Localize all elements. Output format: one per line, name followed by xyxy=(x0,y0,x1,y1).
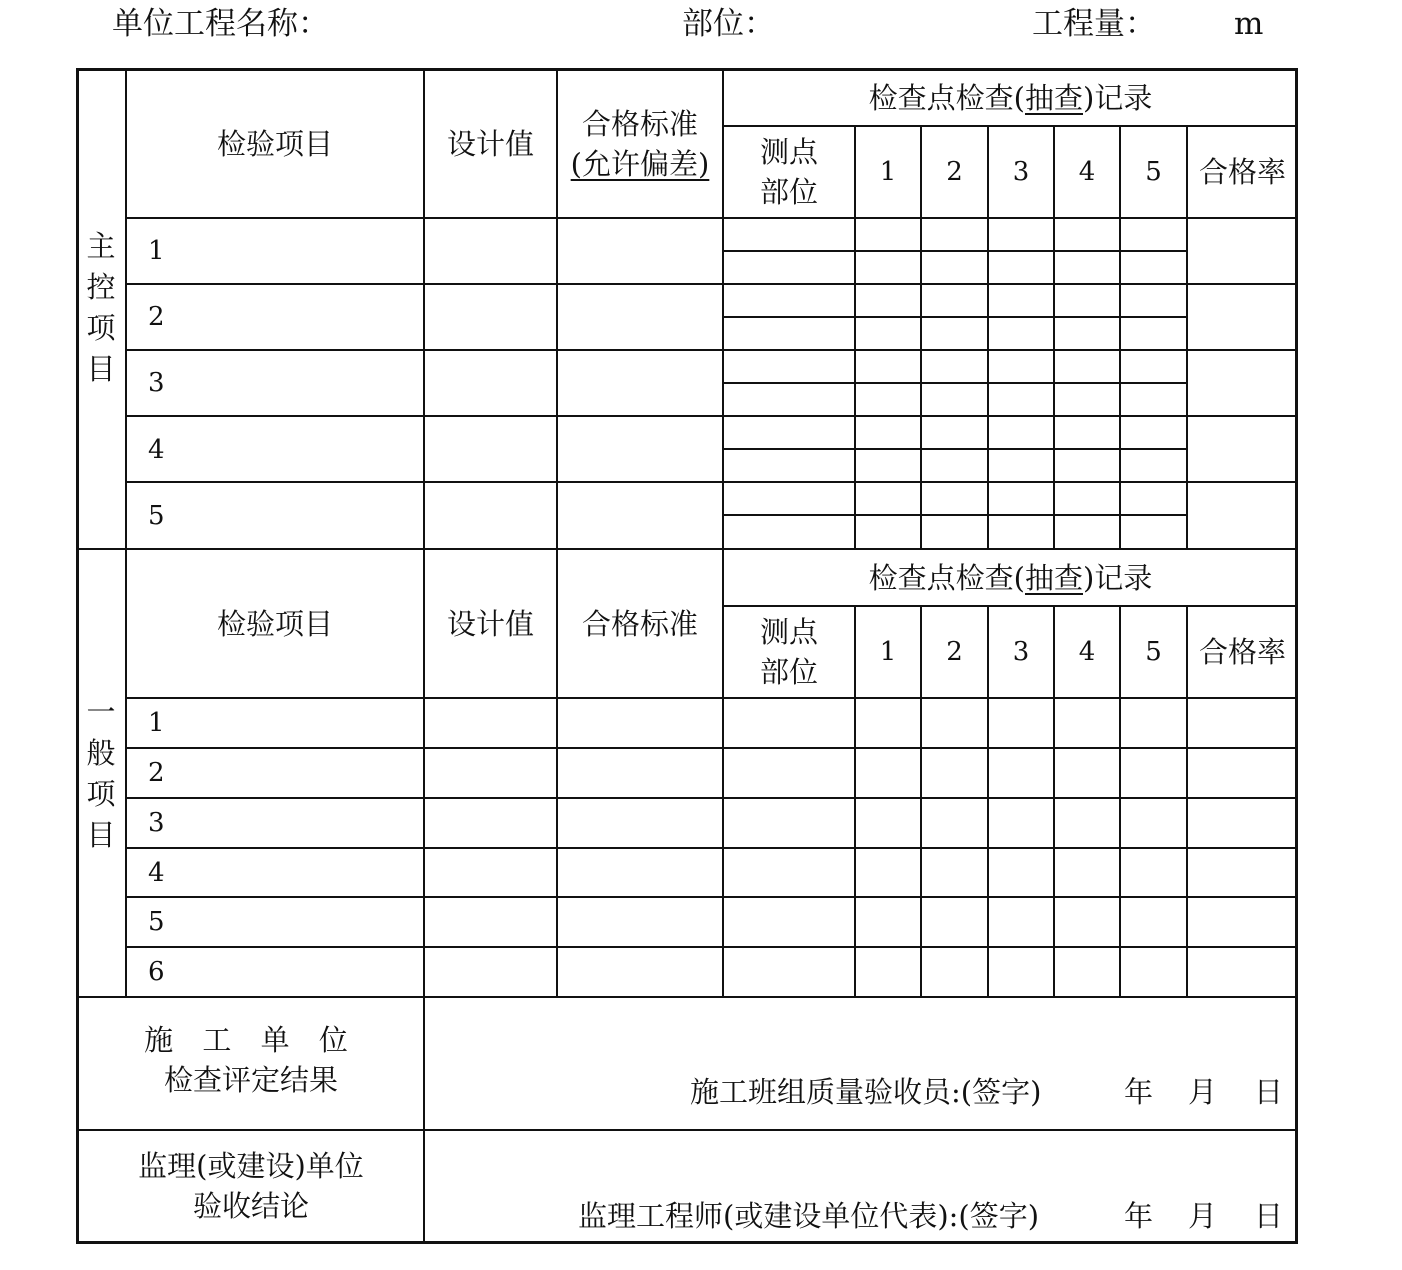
general-record-underlined: 抽查 xyxy=(1024,561,1083,595)
supervision-conclusion-label-line2: 验收结论 xyxy=(192,1189,309,1223)
quantity-label: 工程量： xyxy=(1032,6,1156,42)
main-col-point-line2: 部位 xyxy=(759,175,818,209)
general-section-title-char: 项 xyxy=(86,777,116,811)
grid-line xyxy=(126,847,1298,849)
main-col-item: 检验项目 xyxy=(216,127,333,161)
main-point-number: 5 xyxy=(1145,157,1162,187)
construction-month: 月 xyxy=(1188,1075,1218,1109)
grid-line xyxy=(723,316,1187,318)
general-row-number: 5 xyxy=(148,907,165,937)
main-section-title xyxy=(76,226,126,390)
construction-result-label-line1: 施 工 单 位 xyxy=(144,1023,358,1057)
supervision-year: 年 xyxy=(1124,1199,1154,1233)
main-row-number: 4 xyxy=(148,435,165,465)
general-col-standard: 合格标准 xyxy=(581,607,698,641)
supervision-day: 日 xyxy=(1254,1199,1284,1233)
construction-result-label xyxy=(78,1000,424,1130)
grid-line xyxy=(126,747,1298,749)
main-row-number: 3 xyxy=(148,368,165,398)
unit-project-label: 单位工程名称： xyxy=(112,6,329,42)
general-col-rate: 合格率 xyxy=(1198,635,1286,669)
general-col-point xyxy=(723,606,855,698)
general-row-number: 2 xyxy=(148,758,165,788)
general-record-header xyxy=(723,550,1298,606)
general-col-item: 检验项目 xyxy=(216,607,333,641)
grid-line xyxy=(126,896,1298,898)
supervision-signature: 监理工程师(或建设单位代表):(签字) xyxy=(578,1199,1040,1233)
main-section-title-char: 项 xyxy=(86,311,116,345)
main-point-number: 3 xyxy=(1012,157,1030,187)
main-record-suffix: )记录 xyxy=(1083,81,1153,115)
general-section-title-char: 般 xyxy=(86,736,116,770)
main-col-point-line1: 测点 xyxy=(759,135,818,169)
main-record-header xyxy=(723,70,1298,126)
general-point-number: 1 xyxy=(879,637,897,667)
general-col-point-line2: 部位 xyxy=(759,655,818,689)
grid-line xyxy=(723,514,1187,516)
general-record-suffix: )记录 xyxy=(1083,561,1153,595)
main-point-number: 2 xyxy=(946,157,963,187)
main-col-standard-line1: 合格标准 xyxy=(581,107,698,141)
construction-year: 年 xyxy=(1124,1075,1154,1109)
main-record-prefix: 检查点检查( xyxy=(868,81,1025,115)
grid-line xyxy=(723,382,1187,384)
general-section-title-char: 目 xyxy=(86,818,116,852)
general-point-number: 4 xyxy=(1078,637,1096,667)
construction-day: 日 xyxy=(1254,1075,1284,1109)
main-point-number: 1 xyxy=(879,157,897,187)
main-section-title-char: 主 xyxy=(86,229,116,263)
main-section-title-char: 目 xyxy=(86,352,116,386)
main-row-number: 5 xyxy=(148,501,165,531)
main-col-point xyxy=(723,126,855,218)
general-point-number: 5 xyxy=(1145,637,1162,667)
construction-result-label-line2: 检查评定结果 xyxy=(163,1063,338,1097)
main-col-standard xyxy=(557,70,723,218)
main-col-design: 设计值 xyxy=(446,127,534,161)
general-col-design: 设计值 xyxy=(446,607,534,641)
general-row-number: 4 xyxy=(148,858,165,888)
main-record-underlined: 抽查 xyxy=(1024,81,1083,115)
general-record-prefix: 检查点检查( xyxy=(868,561,1025,595)
general-row-number: 1 xyxy=(148,708,165,738)
general-point-number: 2 xyxy=(946,637,963,667)
construction-signature: 施工班组质量验收员:(签字) xyxy=(690,1075,1042,1109)
grid-line xyxy=(126,797,1298,799)
grid-line xyxy=(126,415,1298,417)
general-section-title-char: 一 xyxy=(86,695,116,729)
general-row-number: 6 xyxy=(148,957,165,987)
main-col-standard-line2: (允许偏差) xyxy=(570,147,710,181)
supervision-conclusion-label xyxy=(78,1130,424,1242)
main-row-number: 2 xyxy=(148,302,165,332)
grid-line xyxy=(76,996,1298,998)
grid-line xyxy=(126,349,1298,351)
position-label: 部位： xyxy=(682,6,775,42)
general-section-title xyxy=(76,692,126,856)
main-point-number: 4 xyxy=(1078,157,1096,187)
grid-line xyxy=(126,481,1298,483)
main-row-number: 1 xyxy=(148,236,165,266)
grid-line xyxy=(723,448,1187,450)
grid-line xyxy=(723,250,1187,252)
main-col-rate: 合格率 xyxy=(1198,155,1286,189)
general-row-number: 3 xyxy=(148,808,165,838)
grid-line xyxy=(126,283,1298,285)
main-section-title-char: 控 xyxy=(86,270,116,304)
quantity-unit: m xyxy=(1234,6,1264,42)
grid-line xyxy=(126,946,1298,948)
general-point-number: 3 xyxy=(1012,637,1030,667)
supervision-month: 月 xyxy=(1188,1199,1218,1233)
supervision-conclusion-label-line1: 监理(或建设)单位 xyxy=(138,1149,364,1183)
general-col-point-line1: 测点 xyxy=(759,615,818,649)
